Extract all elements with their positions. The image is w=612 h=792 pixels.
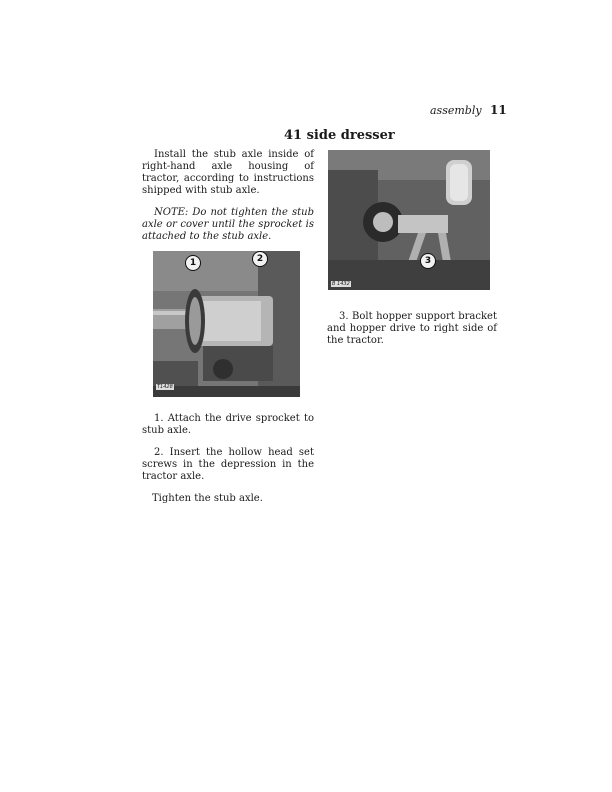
tighten-paragraph: Tighten the stub axle.: [152, 493, 263, 504]
step-2-paragraph: 2. Insert the hollow head set screws in the depression in the tractor axle.: [142, 447, 314, 482]
callout-3: 3: [420, 253, 436, 269]
step-1-paragraph: 1. Attach the drive sprocket to stub axle.: [142, 413, 314, 436]
photo-stub-axle-sprocket: [153, 251, 300, 397]
photo-hopper-bracket: [328, 150, 490, 290]
callout-2: 2: [252, 251, 268, 267]
step-3-paragraph: 3. Bolt hopper support bracket and hopper drive to right side of the tractor.: [327, 311, 497, 346]
photo-id-label: B 1432: [332, 281, 350, 287]
callout-1: 1: [185, 255, 201, 271]
intro-paragraph: Install the stub axle inside of right-hand axle housing of tractor, according to instructions shipped with stub axle.: [142, 149, 314, 196]
page-number: 11: [490, 103, 507, 117]
photo-id-label: T1428: [157, 384, 173, 390]
running-header-section: assembly: [430, 104, 482, 117]
page-title: 41 side dresser: [284, 128, 395, 143]
note-paragraph: NOTE: Do not tighten the stub axle or cover until the sprocket is attached to the stub axle.: [142, 207, 314, 242]
